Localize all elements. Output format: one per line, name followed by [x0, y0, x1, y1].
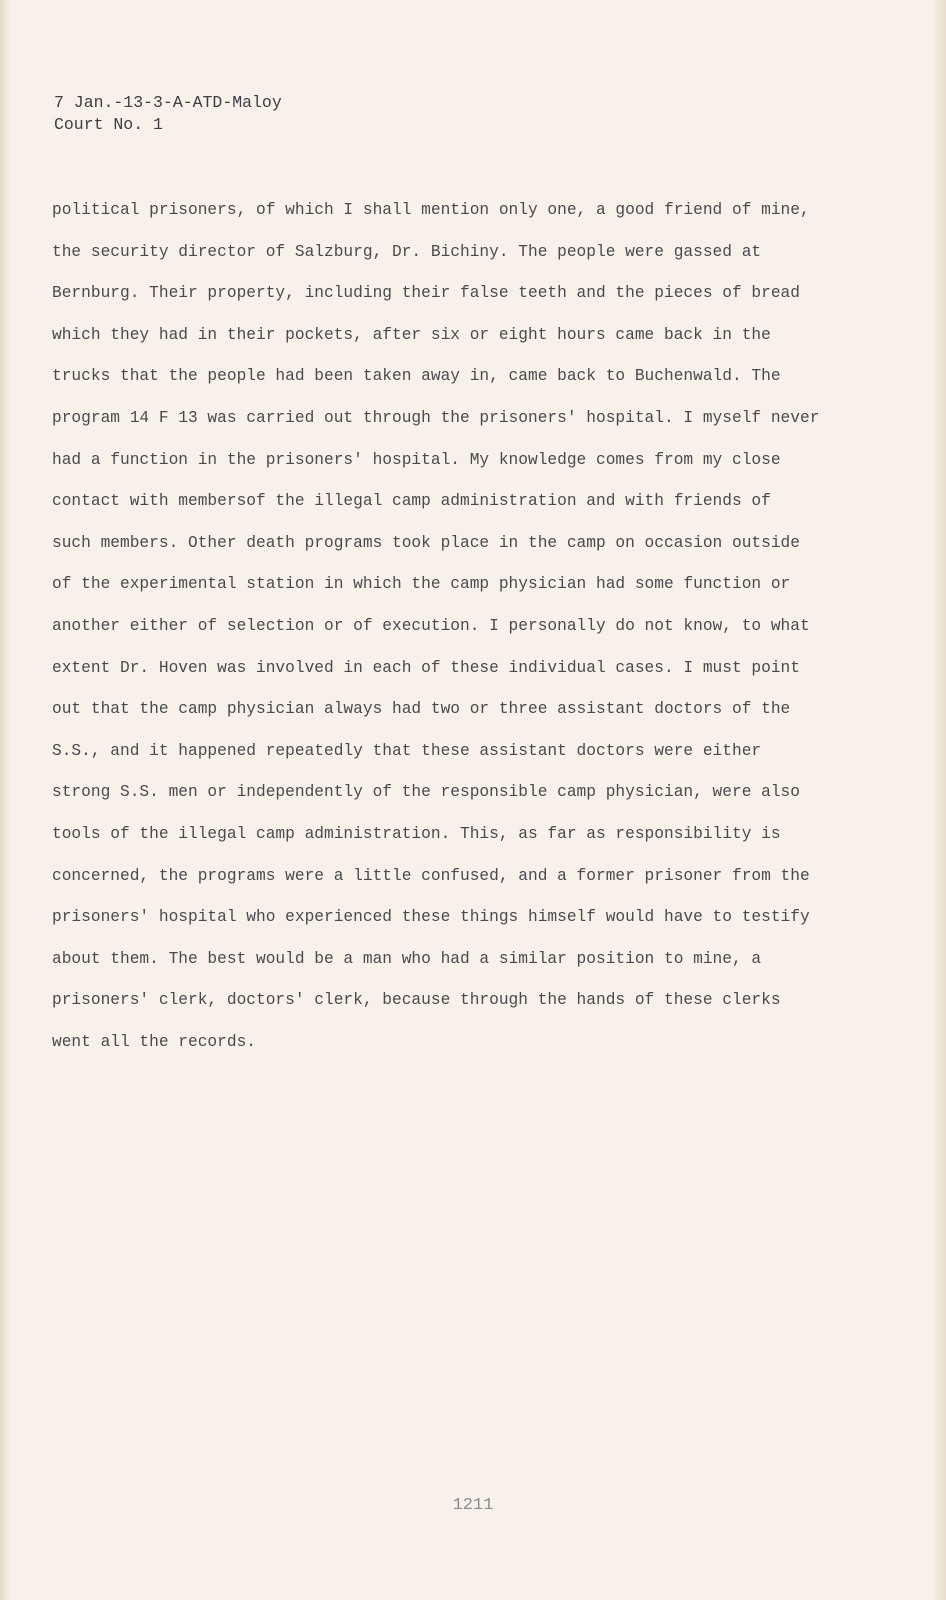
body-line: political prisoners, of which I shall mention only one, a good friend of mine, — [52, 201, 810, 219]
transcript-body — [52, 190, 882, 1063]
body-line: another either of selection or of execution. I personally do not know, to what — [52, 616, 810, 635]
header-court-line: Court No. 1 — [54, 115, 163, 134]
body-line: Bernburg. Their property, including their false teeth and the pieces of bread — [52, 284, 800, 303]
body-line: S.S., and it happened repeatedly that these assistant doctors were either — [52, 741, 762, 760]
body-line: strong S.S. men or independently of the responsible camp physician, were also — [52, 783, 800, 802]
body-line: had a function in the prisoners' hospital. My knowledge comes from my close — [52, 450, 781, 469]
body-line: trucks that the people had been taken away in, came back to Buchenwald. The — [52, 367, 781, 386]
body-line: about them. The best would be a man who had a similar position to mine, a — [52, 949, 762, 968]
body-line: of the experimental station in which the camp physician had some function or — [52, 575, 791, 594]
page-number: 1211 — [452, 1496, 494, 1515]
body-line: the security director of Salzburg, Dr. Bichiny. The people were gassed at — [52, 242, 762, 261]
body-line: concerned, the programs were a little confused, and a former prisoner from the — [52, 866, 810, 885]
body-line: prisoners' hospital who experienced these things himself would have to testify — [52, 908, 810, 927]
page-edge-right — [932, 0, 946, 1600]
body-line: extent Dr. Hoven was involved in each of these individual cases. I must point — [52, 658, 800, 677]
body-line: went all the records. — [52, 1032, 256, 1051]
document-header — [54, 92, 282, 136]
body-line: out that the camp physician always had two or three assistant doctors of the — [52, 700, 791, 719]
page-edge-left — [0, 0, 10, 1600]
body-line: contact with membersof the illegal camp administration and with friends of — [52, 492, 771, 511]
header-reference-line: 7 Jan.-13-3-A-ATD-Maloy — [54, 93, 282, 112]
body-line: tools of the illegal camp administration. This, as far as responsibility is — [52, 824, 781, 843]
body-line: program 14 F 13 was carried out through the prisoners' hospital. I myself never — [52, 408, 820, 427]
body-line: which they had in their pockets, after six or eight hours came back in the — [52, 325, 771, 344]
body-line: such members. Other death programs took place in the camp on occasion outside — [52, 533, 800, 552]
body-line: prisoners' clerk, doctors' clerk, because through the hands of these clerks — [52, 991, 781, 1010]
